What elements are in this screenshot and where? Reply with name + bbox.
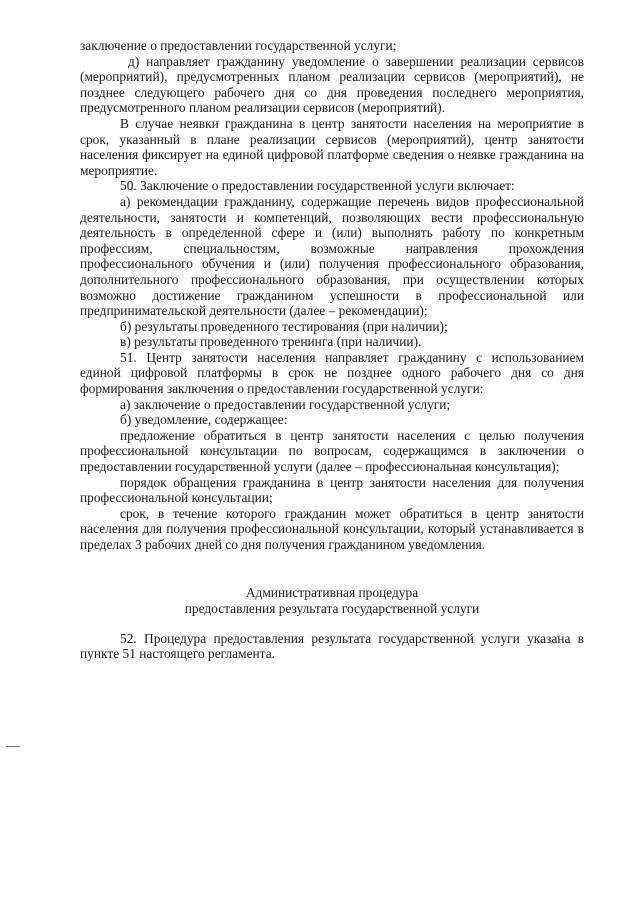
section-heading <box>80 585 584 617</box>
paragraph-51-b-term: срок, в течение которого гражданин может обратиться в центр занятости населения для получения профессиональной консультации, который устанавливается в пределах 3 рабочих дней со дня получения гражданином уведомления. <box>80 505 584 552</box>
paragraph-51-b: б) уведомление, содержащее: <box>120 412 288 428</box>
paragraph-50-b: б) результаты проведенного тестирования (при наличии); <box>120 318 448 334</box>
paragraph-50-a: а) рекомендации гражданину, содержащие перечень видов профессиональной деятельности, занятости и компетенций, позволяющих вести профессиональную деятельность в определенной сфере и (или) выполнять работу по конкретным профессиям, специальностям, возможные направления прохождения профессионального обучения и (или) получения профессионального образования, дополнительного профессионального образования, при осуществлении которых возможно достижение гражданином успешности в профессиональной или предпринимательской деятельности (далее – рекомендации); <box>80 193 584 319</box>
paragraph-52: 52. Процедура предоставления результата государственной услуги указана в пункте 51 настоящего регламента. <box>80 630 584 662</box>
section-heading-line2: предоставления результата государственной услуги <box>184 600 480 616</box>
paragraph-51-b-order: порядок обращения гражданина в центр занятости населения для получения профессиональной консультации; <box>80 474 584 506</box>
section-heading-line1: Административная процедура <box>245 584 419 600</box>
document-page <box>80 38 584 662</box>
paragraph-50-c: в) результаты проведенного тренинга (при наличии). <box>120 334 422 350</box>
paragraph-continuation: заключение о предоставлении государственной услуги; <box>80 38 397 53</box>
paragraph-51-b-offer: предложение обратиться в центр занятости населения с целью получения профессиональной консультации по вопросам, содержащимся в заключении о предоставлении государственной услуги (далее – профессиональная консультация); <box>80 427 584 475</box>
paragraph-51: 51. Центр занятости населения направляет гражданину с использованием единой цифровой платформы в срок не позднее одного рабочего дня со дня формирования заключения о предоставлении государственной услуги: <box>80 349 584 397</box>
paragraph-50: 50. Заключение о предоставлении государственной услуги включает: <box>120 178 515 194</box>
paragraph-item-d: д) направляет гражданину уведомление о завершении реализации сервисов (мероприятий), предусмотренных планом реализации сервисов (мероприятий), не позднее следующего рабочего дня со дня проведения последнего мероприятия, предусмотренного планом реализации сервисов (мероприятий). <box>80 53 584 116</box>
scan-margin-mark <box>6 746 20 747</box>
paragraph-51-a: а) заключение о предоставлении государственной услуги; <box>120 396 451 412</box>
paragraph-no-show: В случае неявки гражданина в центр занятости населения на мероприятие в срок, указанный в плане реализации сервисов (мероприятий), центр занятости населения фиксирует на единой цифровой платформе сведения о неявке гражданина на мероприятие. <box>80 115 584 178</box>
